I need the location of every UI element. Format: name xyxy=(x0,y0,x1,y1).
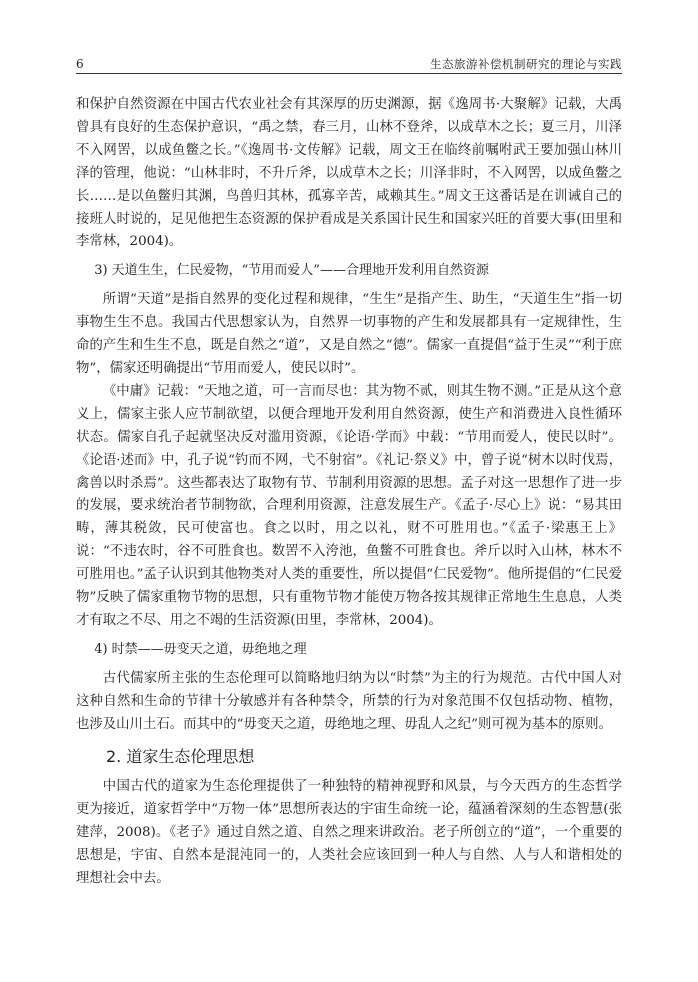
header-rule xyxy=(76,73,622,74)
main-text xyxy=(76,94,622,891)
subheading-3: 3) 天道生生，仁民爱物，“节用而爱人”——合理地开发利用自然资源 xyxy=(94,263,489,279)
paragraph-continued: 和保护自然资源在中国古代农业社会有其深厚的历史渊源，据《逸周书·大聚解》记载，大禹曾具有良好的生态保护意识，“禹之禁，春三月，山林不登斧，以成草木之长；夏三月，川泽不入网罟，以成鱼鳖之长。”《逸周书·文传解》记载，周文王在临终前嘱咐武王要加强山林川泽的管理，他说：“山林非时，不升斤斧，以成草木之长；川泽非时，不入网罟，以成鱼鳖之长……是以鱼鳖归其渊，鸟兽归其林，孤寡辛苦，咸赖其生。”周文王这番话是在训诫自己的接班人时说的，足见他把生态资源的保护看成是关系国计民生和国家兴旺的首要大事(田里和李常林，2004)。 xyxy=(76,97,622,250)
subheading-4: 4) 时禁——毋变天之道，毋绝地之理 xyxy=(94,641,307,657)
paragraph-shijin: 古代儒家所主张的生态伦理可以简略地归纳为以“时禁”为主的行为规范。古代中国人对这种自然和生命的节律十分敏感并有各种禁令，所禁的行为对象范围不仅包括动物、植物，也涉及山川土石。而其中的“毋变天之道，毋绝地之理、毋乱人之纪”则可视为基本的原则。 xyxy=(76,670,622,732)
section-heading-daoist-ethics: 2. 道家生态伦理思想 xyxy=(106,747,255,767)
running-header xyxy=(76,54,622,74)
paragraph-zhongyong: 《中庸》记载：“天地之道，可一言而尽也：其为物不贰，则其生物不测。”正是从这个意义上，儒家主张人应节制欲望，以便合理地开发利用自然资源，使生产和消费进入良性循环状态。儒家自孔子起就坚决反对滥用资源，《论语·学而》中载：“节用而爱人，使民以时”。《论语·述而》中，孔子说“钓而不网，弋不射宿”。《礼记·祭义》中，曾子说“树木以时伐焉，禽兽以时杀焉”。这些都表达了取物有节、节制利用资源的思想。孟子对这一思想作了进一步的发展，要求统治者节制物欲，合理利用资源，注意发展生产。《孟子·尽心上》说：“易其田畴，薄其税敛，民可使富也。食之以时，用之以礼，财不可胜用也。”《孟子·梁惠王上》说：“不违农时，谷不可胜食也。数罟不入洿池，鱼鳖不可胜食也。斧斤以时入山林，林木不可胜用也。”孟子认识到其他物类对人类的重要性，所以提倡“仁民爱物”。他所提倡的“仁民爱物”反映了儒家重物节物的思想，只有重物节物才能使万物各按其规律正常地生生息息，人类才有取之不尽、用之不竭的生活资源(田里，李常林，2004)。 xyxy=(76,383,622,628)
book-title: 生态旅游补偿机制研究的理论与实践 xyxy=(430,57,622,71)
paragraph-tiandao: 所谓“天道”是指自然界的变化过程和规律，“生生”是指产生、助生，“天道生生”指一切事物生生不息。我国古代思想家认为，自然界一切事物的产生和发展都具有一定规律性，生命的产生和生生不息，既是自然之“道”，又是自然之“德”。儒家一直提倡“益于生灵”“利于庶物”，儒家还明确提出“节用而爱人，使民以时”。 xyxy=(76,292,622,376)
paragraph-daoist: 中国古代的道家为生态伦理提供了一种独特的精神视野和风景，与今天西方的生态哲学更为接近，道家哲学中“万物一体”思想所表达的宇宙生命统一论，蕴涵着深刻的生态智慧(张建萍，2008)。《老子》通过自然之道、自然之理来讲政治。老子所创立的“道”，一个重要的思想是，宇宙、自然本是混沌同一的，人类社会应该回到一种人与自然、人与人和谐相处的理想社会中去。 xyxy=(76,779,622,887)
page-number: 6 xyxy=(76,57,84,71)
